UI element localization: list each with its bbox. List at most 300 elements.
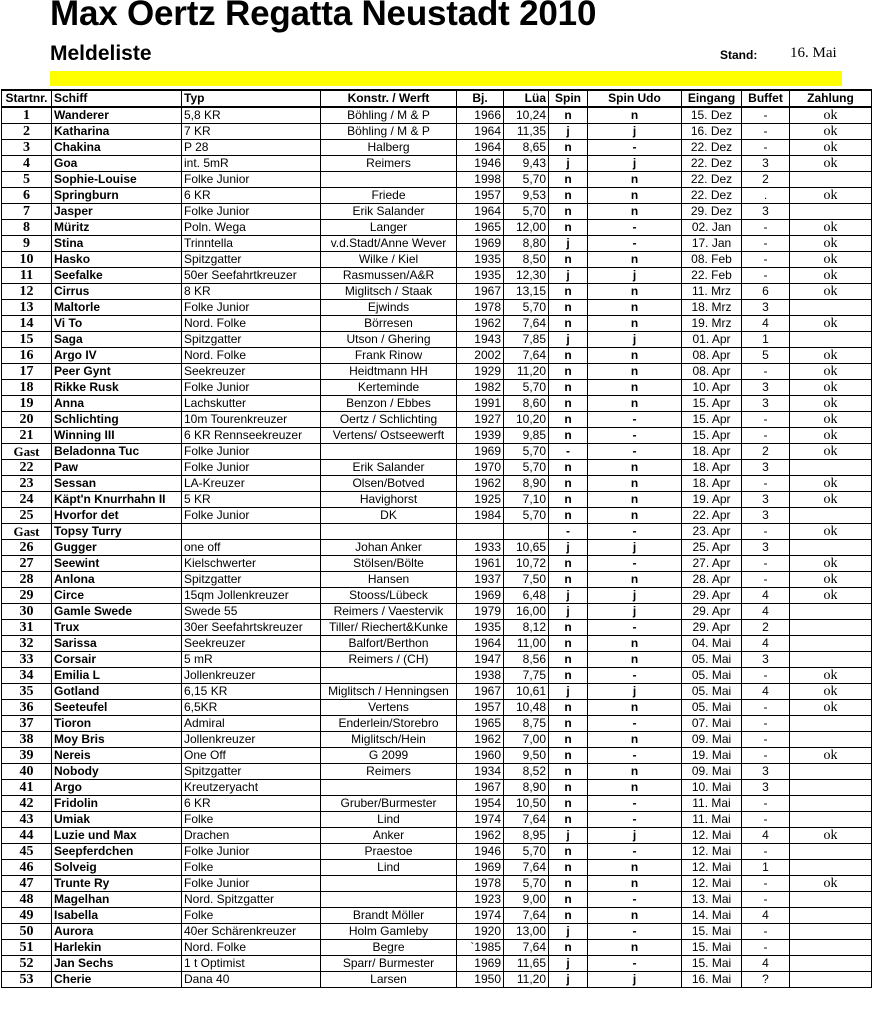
length-overall-cell: 9,53 <box>504 188 549 204</box>
build-year-cell: 1965 <box>457 220 504 236</box>
designer-yard-cell <box>321 172 457 188</box>
payment-status-cell: ok <box>790 348 872 364</box>
table-row <box>2 252 872 268</box>
payment-status-cell <box>790 460 872 476</box>
length-overall-cell: 9,85 <box>504 428 549 444</box>
payment-status-cell: ok <box>790 668 872 684</box>
spinnaker-udo-cell: n <box>588 732 682 748</box>
table-row <box>2 332 872 348</box>
spinnaker-cell: - <box>549 444 588 460</box>
spinnaker-cell: n <box>549 860 588 876</box>
build-year-cell: 1974 <box>457 908 504 924</box>
spinnaker-udo-cell: - <box>588 796 682 812</box>
length-overall-cell: 11,00 <box>504 636 549 652</box>
spinnaker-cell: n <box>549 428 588 444</box>
build-year-cell: 1969 <box>457 860 504 876</box>
ship-name-cell: Moy Bris <box>52 732 182 748</box>
start-number-cell: 15 <box>2 332 52 348</box>
spinnaker-udo-cell: n <box>588 508 682 524</box>
boat-type-cell: Dana 40 <box>182 972 321 988</box>
length-overall-cell: 5,70 <box>504 300 549 316</box>
designer-yard-cell <box>321 668 457 684</box>
start-number-cell: 49 <box>2 908 52 924</box>
spinnaker-udo-cell: n <box>588 636 682 652</box>
spinnaker-cell: j <box>549 156 588 172</box>
page-title: Max Oertz Regatta Neustadt 2010 <box>50 0 597 33</box>
boat-type-cell: 30er Seefahrtskreuzer <box>182 620 321 636</box>
boat-type-cell: 15qm Jollenkreuzer <box>182 588 321 604</box>
designer-yard-cell: Reimers / Vaestervik <box>321 604 457 620</box>
designer-yard-cell: Holm Gamleby <box>321 924 457 940</box>
boat-type-cell: Admiral <box>182 716 321 732</box>
designer-yard-cell: Wilke / Kiel <box>321 252 457 268</box>
table-row <box>2 828 872 844</box>
buffet-count-cell: 2 <box>742 172 790 188</box>
table-row <box>2 524 872 540</box>
length-overall-cell: 10,48 <box>504 700 549 716</box>
length-overall-cell: 6,48 <box>504 588 549 604</box>
boat-type-cell: 7 KR <box>182 124 321 140</box>
buffet-count-cell: - <box>742 732 790 748</box>
boat-type-cell: Spitzgatter <box>182 252 321 268</box>
length-overall-cell: 13,00 <box>504 924 549 940</box>
length-overall-cell: 8,90 <box>504 476 549 492</box>
payment-status-cell <box>790 844 872 860</box>
ship-name-cell: Cherie <box>52 972 182 988</box>
build-year-cell: 1938 <box>457 668 504 684</box>
length-overall-cell: 7,50 <box>504 572 549 588</box>
designer-yard-cell: Friede <box>321 188 457 204</box>
col-header-bj: Bj. <box>457 90 504 107</box>
payment-status-cell <box>790 764 872 780</box>
table-row <box>2 908 872 924</box>
table-header-row <box>2 90 872 107</box>
buffet-count-cell: 6 <box>742 284 790 300</box>
entry-date-cell: 05. Mai <box>682 684 742 700</box>
length-overall-cell: 5,70 <box>504 508 549 524</box>
spinnaker-udo-cell: - <box>588 556 682 572</box>
start-number-cell: 23 <box>2 476 52 492</box>
designer-yard-cell: Langer <box>321 220 457 236</box>
spinnaker-udo-cell: j <box>588 156 682 172</box>
payment-status-cell <box>790 956 872 972</box>
payment-status-cell <box>790 940 872 956</box>
stand-label: Stand: <box>720 48 758 62</box>
spinnaker-udo-cell: - <box>588 892 682 908</box>
length-overall-cell: 7,64 <box>504 860 549 876</box>
buffet-count-cell: 4 <box>742 828 790 844</box>
spinnaker-cell: n <box>549 107 588 124</box>
ship-name-cell: Seepferdchen <box>52 844 182 860</box>
spinnaker-cell: n <box>549 252 588 268</box>
table-row <box>2 716 872 732</box>
col-header-buffet: Buffet <box>742 90 790 107</box>
length-overall-cell: 5,70 <box>504 204 549 220</box>
designer-yard-cell: Rasmussen/A&R <box>321 268 457 284</box>
table-row <box>2 700 872 716</box>
designer-yard-cell: Lind <box>321 860 457 876</box>
entry-date-cell: 19. Mai <box>682 748 742 764</box>
start-number-cell: 37 <box>2 716 52 732</box>
spinnaker-cell: n <box>549 412 588 428</box>
boat-type-cell: Folke <box>182 812 321 828</box>
spinnaker-cell: n <box>549 204 588 220</box>
build-year-cell: `1985 <box>457 940 504 956</box>
boat-type-cell: LA-Kreuzer <box>182 476 321 492</box>
boat-type-cell: Spitzgatter <box>182 572 321 588</box>
spinnaker-udo-cell: n <box>588 316 682 332</box>
payment-status-cell: ok <box>790 748 872 764</box>
table-row <box>2 732 872 748</box>
buffet-count-cell: - <box>742 892 790 908</box>
boat-type-cell: 6 KR <box>182 796 321 812</box>
table-row <box>2 812 872 828</box>
designer-yard-cell: Praestoe <box>321 844 457 860</box>
buffet-count-cell: - <box>742 924 790 940</box>
length-overall-cell: 7,64 <box>504 348 549 364</box>
build-year-cell: 1965 <box>457 716 504 732</box>
entry-date-cell: 15. Apr <box>682 396 742 412</box>
payment-status-cell <box>790 204 872 220</box>
entry-date-cell: 05. Mai <box>682 700 742 716</box>
designer-yard-cell: Havighorst <box>321 492 457 508</box>
buffet-count-cell: 2 <box>742 444 790 460</box>
entry-date-cell: 29. Dez <box>682 204 742 220</box>
entry-date-cell: 27. Apr <box>682 556 742 572</box>
boat-type-cell: Spitzgatter <box>182 332 321 348</box>
boat-type-cell: Nord. Folke <box>182 348 321 364</box>
build-year-cell: 1969 <box>457 956 504 972</box>
table-row <box>2 604 872 620</box>
entry-date-cell: 18. Apr <box>682 460 742 476</box>
spinnaker-cell: n <box>549 556 588 572</box>
build-year-cell: 1957 <box>457 700 504 716</box>
designer-yard-cell: Johan Anker <box>321 540 457 556</box>
entry-date-cell: 17. Jan <box>682 236 742 252</box>
designer-yard-cell: Sparr/ Burmester <box>321 956 457 972</box>
boat-type-cell: Folke Junior <box>182 876 321 892</box>
ship-name-cell: Vi To <box>52 316 182 332</box>
build-year-cell: 1967 <box>457 780 504 796</box>
length-overall-cell: 9,43 <box>504 156 549 172</box>
build-year-cell: 1954 <box>457 796 504 812</box>
buffet-count-cell: - <box>742 124 790 140</box>
entry-date-cell: 22. Dez <box>682 140 742 156</box>
payment-status-cell <box>790 924 872 940</box>
build-year-cell: 1962 <box>457 828 504 844</box>
length-overall-cell: 8,52 <box>504 764 549 780</box>
length-overall-cell: 7,64 <box>504 812 549 828</box>
length-overall-cell: 5,70 <box>504 172 549 188</box>
buffet-count-cell: - <box>742 524 790 540</box>
ship-name-cell: Jasper <box>52 204 182 220</box>
start-number-cell: 43 <box>2 812 52 828</box>
spinnaker-udo-cell: j <box>588 268 682 284</box>
ship-name-cell: Käpt'n Knurrhahn II <box>52 492 182 508</box>
spinnaker-cell: n <box>549 284 588 300</box>
ship-name-cell: Sophie-Louise <box>52 172 182 188</box>
payment-status-cell: ok <box>790 476 872 492</box>
buffet-count-cell: ? <box>742 972 790 988</box>
spinnaker-cell: n <box>549 140 588 156</box>
build-year-cell: 1960 <box>457 748 504 764</box>
designer-yard-cell: Stooss/Lübeck <box>321 588 457 604</box>
start-number-cell: 17 <box>2 364 52 380</box>
table-row <box>2 764 872 780</box>
build-year-cell: 1935 <box>457 620 504 636</box>
start-number-cell: 14 <box>2 316 52 332</box>
spinnaker-cell: n <box>549 380 588 396</box>
buffet-count-cell: - <box>742 876 790 892</box>
entry-date-cell: 08. Feb <box>682 252 742 268</box>
length-overall-cell: 5,70 <box>504 444 549 460</box>
payment-status-cell: ok <box>790 700 872 716</box>
build-year-cell: 1967 <box>457 684 504 700</box>
spinnaker-cell: n <box>549 492 588 508</box>
header-highlight-bar <box>50 71 842 86</box>
payment-status-cell: ok <box>790 284 872 300</box>
ship-name-cell: Gotland <box>52 684 182 700</box>
spinnaker-cell: n <box>549 764 588 780</box>
start-number-cell: 35 <box>2 684 52 700</box>
spinnaker-udo-cell: - <box>588 428 682 444</box>
buffet-count-cell: - <box>742 252 790 268</box>
start-number-cell: 27 <box>2 556 52 572</box>
table-row <box>2 156 872 172</box>
buffet-count-cell: . <box>742 188 790 204</box>
spinnaker-cell: n <box>549 508 588 524</box>
build-year-cell: 1943 <box>457 332 504 348</box>
payment-status-cell <box>790 908 872 924</box>
ship-name-cell: Sarissa <box>52 636 182 652</box>
spinnaker-cell: n <box>549 220 588 236</box>
spinnaker-cell: n <box>549 780 588 796</box>
designer-yard-cell: Hansen <box>321 572 457 588</box>
payment-status-cell: ok <box>790 188 872 204</box>
entry-date-cell: 25. Apr <box>682 540 742 556</box>
length-overall-cell: 12,30 <box>504 268 549 284</box>
ship-name-cell: Circe <box>52 588 182 604</box>
build-year-cell: 1978 <box>457 876 504 892</box>
table-row <box>2 492 872 508</box>
table-row <box>2 588 872 604</box>
ship-name-cell: Seefalke <box>52 268 182 284</box>
spinnaker-cell: j <box>549 268 588 284</box>
start-number-cell: 12 <box>2 284 52 300</box>
table-row <box>2 684 872 700</box>
boat-type-cell: Folke Junior <box>182 300 321 316</box>
length-overall-cell: 5,70 <box>504 844 549 860</box>
table-row <box>2 412 872 428</box>
page-subtitle: Meldeliste <box>50 42 152 65</box>
payment-status-cell: ok <box>790 588 872 604</box>
table-row <box>2 780 872 796</box>
buffet-count-cell: 1 <box>742 860 790 876</box>
designer-yard-cell: Olsen/Botved <box>321 476 457 492</box>
designer-yard-cell: Heidtmann HH <box>321 364 457 380</box>
entry-date-cell: 10. Mai <box>682 780 742 796</box>
spinnaker-udo-cell: n <box>588 284 682 300</box>
boat-type-cell: one off <box>182 540 321 556</box>
table-row <box>2 892 872 908</box>
spinnaker-udo-cell: n <box>588 876 682 892</box>
entry-date-cell: 15. Apr <box>682 428 742 444</box>
entry-date-cell: 23. Apr <box>682 524 742 540</box>
build-year-cell: 1984 <box>457 508 504 524</box>
designer-yard-cell: DK <box>321 508 457 524</box>
start-number-cell: 6 <box>2 188 52 204</box>
buffet-count-cell: - <box>742 428 790 444</box>
designer-yard-cell: Frank Rinow <box>321 348 457 364</box>
start-number-cell: 5 <box>2 172 52 188</box>
ship-name-cell: Argo IV <box>52 348 182 364</box>
ship-name-cell: Emilia L <box>52 668 182 684</box>
entry-date-cell: 12. Mai <box>682 844 742 860</box>
boat-type-cell: 5,8 KR <box>182 107 321 124</box>
entry-date-cell: 29. Apr <box>682 620 742 636</box>
table-row <box>2 188 872 204</box>
boat-type-cell: Swede 55 <box>182 604 321 620</box>
boat-type-cell: Lachskutter <box>182 396 321 412</box>
start-number-cell: 38 <box>2 732 52 748</box>
ship-name-cell: Anlona <box>52 572 182 588</box>
payment-status-cell <box>790 620 872 636</box>
boat-type-cell: P 28 <box>182 140 321 156</box>
payment-status-cell <box>790 652 872 668</box>
spinnaker-udo-cell: n <box>588 107 682 124</box>
designer-yard-cell: Miglitsch / Henningsen <box>321 684 457 700</box>
start-number-cell: 52 <box>2 956 52 972</box>
ship-name-cell: Müritz <box>52 220 182 236</box>
spinnaker-udo-cell: n <box>588 860 682 876</box>
table-row <box>2 364 872 380</box>
ship-name-cell: Beladonna Tuc <box>52 444 182 460</box>
table-row <box>2 476 872 492</box>
payment-status-cell: ok <box>790 556 872 572</box>
entry-date-cell: 11. Mai <box>682 796 742 812</box>
payment-status-cell <box>790 636 872 652</box>
designer-yard-cell: Balfort/Berthon <box>321 636 457 652</box>
spinnaker-cell: n <box>549 300 588 316</box>
entry-date-cell: 15. Dez <box>682 107 742 124</box>
designer-yard-cell <box>321 892 457 908</box>
spinnaker-udo-cell: n <box>588 348 682 364</box>
buffet-count-cell: 3 <box>742 396 790 412</box>
table-row <box>2 636 872 652</box>
ship-name-cell: Chakina <box>52 140 182 156</box>
buffet-count-cell: 3 <box>742 300 790 316</box>
spinnaker-udo-cell: n <box>588 188 682 204</box>
start-number-cell: 53 <box>2 972 52 988</box>
boat-type-cell: int. 5mR <box>182 156 321 172</box>
spinnaker-cell: j <box>549 540 588 556</box>
payment-status-cell: ok <box>790 572 872 588</box>
start-number-cell: 45 <box>2 844 52 860</box>
spinnaker-udo-cell: n <box>588 476 682 492</box>
designer-yard-cell: Miglitsch / Staak <box>321 284 457 300</box>
spinnaker-cell: j <box>549 588 588 604</box>
buffet-count-cell: 4 <box>742 956 790 972</box>
build-year-cell: 1969 <box>457 236 504 252</box>
length-overall-cell: 10,61 <box>504 684 549 700</box>
boat-type-cell: One Off <box>182 748 321 764</box>
spinnaker-udo-cell: n <box>588 940 682 956</box>
designer-yard-cell: Erik Salander <box>321 460 457 476</box>
boat-type-cell: 1 t Optimist <box>182 956 321 972</box>
spinnaker-udo-cell: - <box>588 748 682 764</box>
build-year-cell: 1927 <box>457 412 504 428</box>
start-number-cell: 13 <box>2 300 52 316</box>
ship-name-cell: Fridolin <box>52 796 182 812</box>
designer-yard-cell: Börresen <box>321 316 457 332</box>
ship-name-cell: Harlekin <box>52 940 182 956</box>
start-number-cell: 47 <box>2 876 52 892</box>
start-number-cell: 21 <box>2 428 52 444</box>
spinnaker-udo-cell: n <box>588 908 682 924</box>
table-row <box>2 204 872 220</box>
start-number-cell: 36 <box>2 700 52 716</box>
ship-name-cell: Luzie und Max <box>52 828 182 844</box>
table-row <box>2 172 872 188</box>
designer-yard-cell <box>321 876 457 892</box>
spinnaker-cell: n <box>549 476 588 492</box>
start-number-cell: Gast <box>2 444 52 460</box>
spinnaker-cell: j <box>549 924 588 940</box>
entry-date-cell: 16. Dez <box>682 124 742 140</box>
length-overall-cell: 7,85 <box>504 332 549 348</box>
start-number-cell: 26 <box>2 540 52 556</box>
designer-yard-cell: Larsen <box>321 972 457 988</box>
buffet-count-cell: 3 <box>742 460 790 476</box>
length-overall-cell: 7,00 <box>504 732 549 748</box>
build-year-cell: 1950 <box>457 972 504 988</box>
length-overall-cell: 9,00 <box>504 892 549 908</box>
spinnaker-cell: j <box>549 236 588 252</box>
start-number-cell: 42 <box>2 796 52 812</box>
build-year-cell: 1933 <box>457 540 504 556</box>
length-overall-cell: 8,90 <box>504 780 549 796</box>
entry-date-cell: 18. Mrz <box>682 300 742 316</box>
build-year-cell: 1946 <box>457 156 504 172</box>
spinnaker-cell: n <box>549 620 588 636</box>
spinnaker-udo-cell: j <box>588 588 682 604</box>
spinnaker-udo-cell: j <box>588 604 682 620</box>
entry-date-cell: 11. Mai <box>682 812 742 828</box>
length-overall-cell: 8,56 <box>504 652 549 668</box>
build-year-cell: 1962 <box>457 732 504 748</box>
spinnaker-udo-cell: - <box>588 956 682 972</box>
spinnaker-cell: n <box>549 876 588 892</box>
entry-date-cell: 05. Mai <box>682 668 742 684</box>
spinnaker-udo-cell: n <box>588 172 682 188</box>
buffet-count-cell: 3 <box>742 156 790 172</box>
ship-name-cell: Nereis <box>52 748 182 764</box>
spinnaker-udo-cell: - <box>588 812 682 828</box>
spinnaker-cell: n <box>549 572 588 588</box>
payment-status-cell <box>790 732 872 748</box>
length-overall-cell: 10,50 <box>504 796 549 812</box>
start-number-cell: 39 <box>2 748 52 764</box>
spinnaker-udo-cell: - <box>588 668 682 684</box>
table-row <box>2 428 872 444</box>
table-row <box>2 748 872 764</box>
spinnaker-cell: n <box>549 716 588 732</box>
build-year-cell: 1967 <box>457 284 504 300</box>
start-number-cell: 30 <box>2 604 52 620</box>
spinnaker-cell: n <box>549 748 588 764</box>
start-number-cell: 32 <box>2 636 52 652</box>
payment-status-cell: ok <box>790 140 872 156</box>
